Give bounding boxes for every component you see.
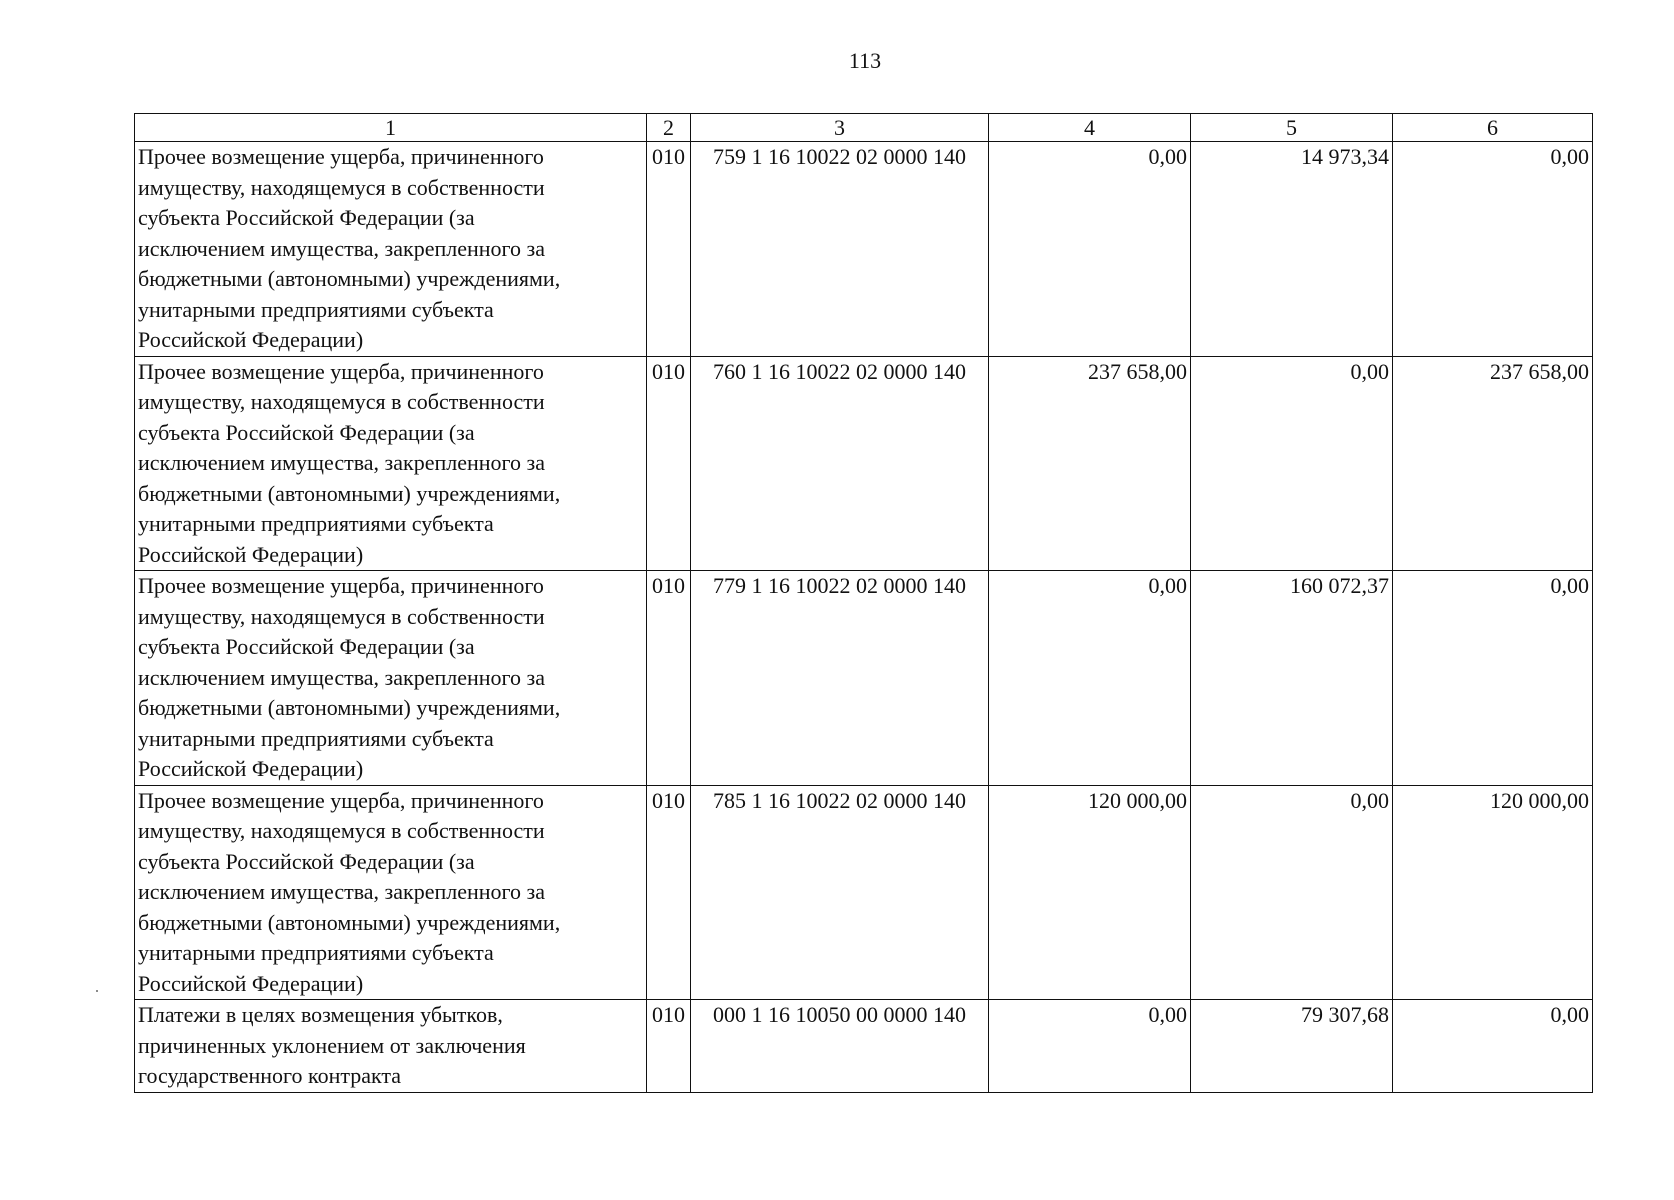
row-col6-value: 0,00 [1393, 142, 1593, 357]
row-name-line: исключением имущества, закрепленного за [138, 879, 545, 904]
scan-speck [96, 990, 98, 992]
row-col6-value: 237 658,00 [1393, 356, 1593, 571]
table-row [135, 1000, 1593, 1093]
row-income-code: 760 1 16 10022 02 0000 140 [691, 356, 989, 571]
page-number: 113 [848, 48, 882, 73]
row-name [135, 1000, 647, 1093]
row-income-code: 785 1 16 10022 02 0000 140 [691, 785, 989, 1000]
row-name-line: субъекта Российской Федерации (за [138, 419, 475, 445]
row-col4-value: 237 658,00 [989, 356, 1191, 571]
row-name-line: Прочее возмещение ущерба, причиненного [138, 358, 544, 384]
row-line-code: 010 [647, 571, 691, 786]
row-name-line: бюджетными (автономными) учреждениями, [138, 695, 561, 720]
header-col-1: 1 [135, 114, 647, 142]
row-name-line: унитарными предприятиями субъекта [138, 725, 494, 751]
header-col-3: 3 [691, 114, 989, 142]
row-name-line: унитарными предприятиями субъекта [138, 511, 494, 536]
header-row [135, 114, 1593, 142]
row-name-line: унитарными предприятиями субъекта [138, 940, 494, 965]
row-income-code: 759 1 16 10022 02 0000 140 [691, 142, 989, 357]
row-name-line: государственного контракта [138, 1063, 402, 1088]
row-col4-value: 0,00 [989, 142, 1191, 357]
row-name-line: субъекта Российской Федерации (за [138, 634, 475, 659]
row-line-code: 010 [647, 785, 691, 1000]
row-col4-value: 0,00 [989, 1000, 1191, 1093]
row-name-line: Российской Федерации) [138, 327, 364, 352]
row-col5-value: 160 072,37 [1191, 571, 1393, 786]
row-name [135, 571, 647, 786]
row-name-line: Российской Федерации) [138, 970, 364, 996]
table-row [135, 571, 1593, 786]
row-name-line: Прочее возмещение ущерба, причиненного [138, 787, 544, 813]
income-report-table [134, 113, 1593, 1093]
row-name-line: субъекта Российской Федерации (за [138, 848, 475, 874]
row-income-code: 000 1 16 10050 00 0000 140 [691, 1000, 989, 1093]
row-name-line: Российской Федерации) [138, 541, 364, 567]
row-name-line: имуществу, находящемуся в собственности [138, 174, 545, 200]
row-name-line: Прочее возмещение ущерба, причиненного [138, 573, 544, 598]
row-col6-value: 0,00 [1393, 1000, 1593, 1093]
row-line-code: 010 [647, 1000, 691, 1093]
row-name-line: бюджетными (автономными) учреждениями, [138, 909, 561, 935]
row-col6-value: 0,00 [1393, 571, 1593, 786]
row-name-line: имуществу, находящемуся в собственности [138, 603, 545, 629]
header-col-2: 2 [647, 114, 691, 142]
row-name [135, 356, 647, 571]
row-name-line: имуществу, находящемуся в собственности [138, 818, 545, 843]
row-line-code: 010 [647, 356, 691, 571]
row-name-line: исключением имущества, закрепленного за [138, 450, 545, 475]
row-name-line: исключением имущества, закрепленного за [138, 664, 545, 690]
row-name-line: бюджетными (автономными) учреждениями, [138, 266, 561, 291]
row-name-line: субъекта Российской Федерации (за [138, 205, 475, 230]
row-name [135, 142, 647, 357]
row-col4-value: 120 000,00 [989, 785, 1191, 1000]
header-col-4: 4 [989, 114, 1191, 142]
row-name-line: Прочее возмещение ущерба, причиненного [138, 144, 544, 169]
row-col5-value: 0,00 [1191, 785, 1393, 1000]
row-name-line: исключением имущества, закрепленного за [138, 235, 545, 261]
table-row [135, 142, 1593, 357]
row-col5-value: 79 307,68 [1191, 1000, 1393, 1093]
row-col6-value: 120 000,00 [1393, 785, 1593, 1000]
row-col5-value: 14 973,34 [1191, 142, 1393, 357]
row-col4-value: 0,00 [989, 571, 1191, 786]
header-col-5: 5 [1191, 114, 1393, 142]
row-income-code: 779 1 16 10022 02 0000 140 [691, 571, 989, 786]
header-col-6: 6 [1393, 114, 1593, 142]
row-name-line: причиненных уклонением от заключения [138, 1032, 526, 1058]
row-name-line: бюджетными (автономными) учреждениями, [138, 480, 561, 506]
table-row [135, 356, 1593, 571]
row-name [135, 785, 647, 1000]
row-line-code: 010 [647, 142, 691, 357]
row-col5-value: 0,00 [1191, 356, 1393, 571]
row-name-line: унитарными предприятиями субъекта [138, 296, 494, 322]
row-name-line: Платежи в целях возмещения убытков, [138, 1002, 503, 1027]
table-row [135, 785, 1593, 1000]
row-name-line: Российской Федерации) [138, 756, 364, 781]
row-name-line: имуществу, находящемуся в собственности [138, 389, 545, 414]
